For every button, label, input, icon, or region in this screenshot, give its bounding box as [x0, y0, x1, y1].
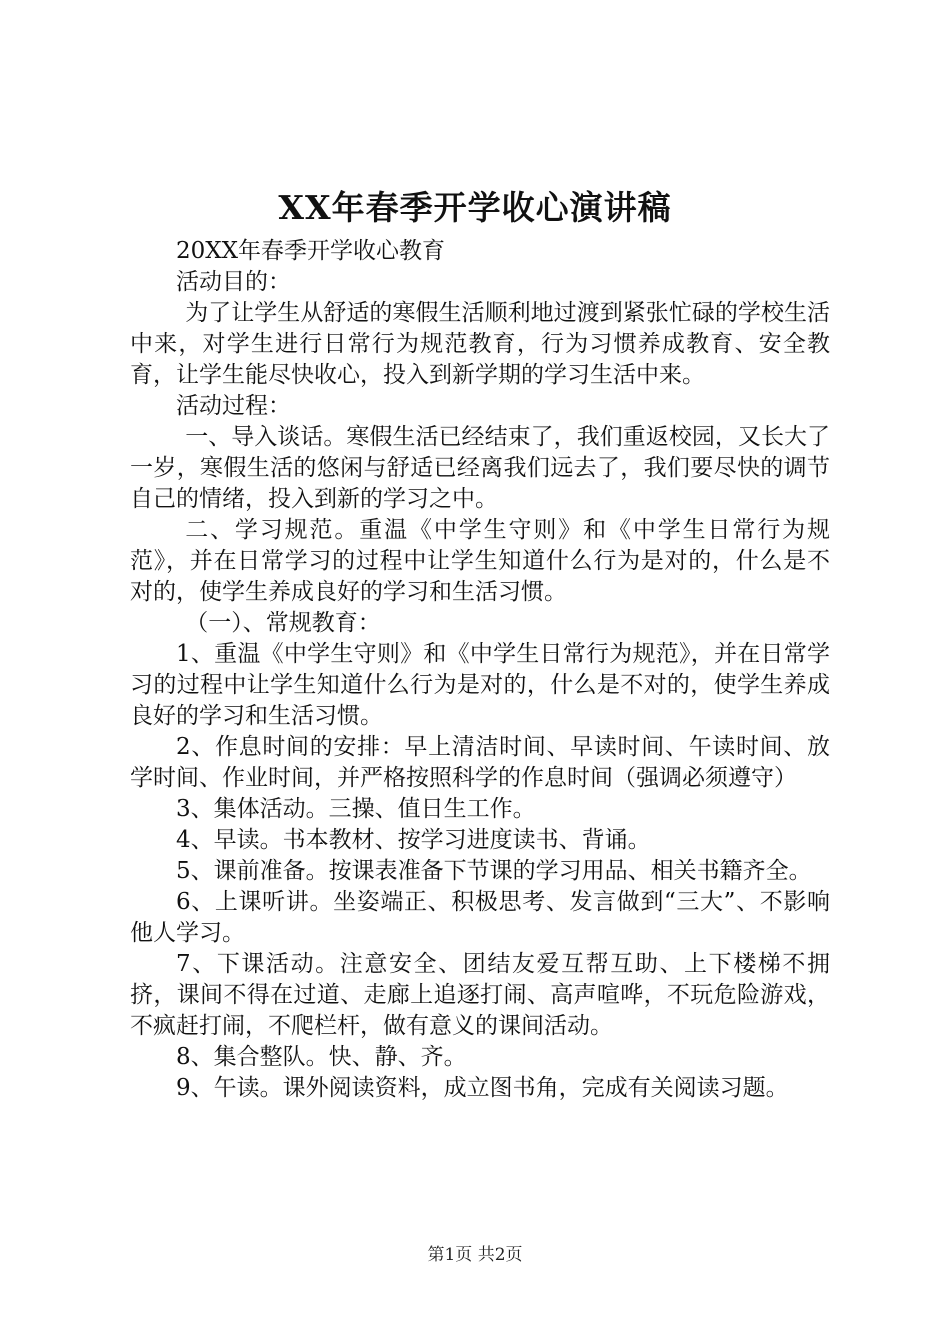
page-indicator: 第1页 共2页	[427, 1245, 523, 1265]
list-item-6: 6、上课听讲。坐姿端正、积极思考、发言做到“三大”、不影响他人学习。	[130, 889, 830, 946]
list-item-4: 4、早读。书本教材、按学习进度读书、背诵。	[176, 827, 651, 853]
document-title: XX年春季开学收心演讲稿	[278, 188, 672, 227]
list-item-8: 8、集合整队。快、静、齐。	[176, 1044, 467, 1070]
list-item-9: 9、午读。课外阅读资料，成立图书角，完成有关阅读习题。	[176, 1075, 789, 1101]
paragraph-section-one: 一、导入谈话。寒假生活已经结束了，我们重返校园，又长大了一岁，寒假生活的悠闲与舒适已经离我们远去了，我们要尽快的调节自己的情绪，投入到新的学习之中。	[130, 424, 830, 512]
document-body	[130, 236, 830, 1104]
paragraph-heading: 20XX年春季开学收心教育	[176, 238, 446, 264]
paragraph-section-two: 二、学习规范。重温《中学生守则》和《中学生日常行为规范》，并在日常学习的过程中让学生知道什么行为是对的，什么是不对的，使学生养成良好的学习和生活习惯。	[130, 517, 830, 605]
paragraph-subsection-label: （一）、常规教育：	[185, 610, 381, 636]
paragraph-process-label: 活动过程：	[176, 393, 291, 419]
list-item-2: 2、作息时间的安排：早上清洁时间、早读时间、午读时间、放学时间、作业时间，并严格按照科学的作息时间（强调必须遵守）	[130, 734, 830, 791]
list-item-3: 3、集体活动。三操、值日生工作。	[176, 796, 536, 822]
paragraph-purpose: 为了让学生从舒适的寒假生活顺利地过渡到紧张忙碌的学校生活中来，对学生进行日常行为规范教育，行为习惯养成教育、安全教育，让学生能尽快收心，投入到新学期的学习生活中来。	[130, 300, 830, 388]
list-item-1: 1、重温《中学生守则》和《中学生日常行为规范》，并在日常学习的过程中让学生知道什么行为是对的，什么是不对的，使学生养成良好的学习和生活习惯。	[130, 641, 830, 729]
list-item-7: 7、下课活动。注意安全、团结友爱互帮互助、上下楼梯不拥挤，课间不得在过道、走廊上追逐打闹、高声喧哗，不玩危险游戏，不疯赶打闹，不爬栏杆，做有意义的课间活动。	[130, 951, 830, 1039]
list-item-5: 5、课前准备。按课表准备下节课的学习用品、相关书籍齐全。	[176, 858, 812, 884]
paragraph-purpose-label: 活动目的：	[176, 269, 291, 295]
